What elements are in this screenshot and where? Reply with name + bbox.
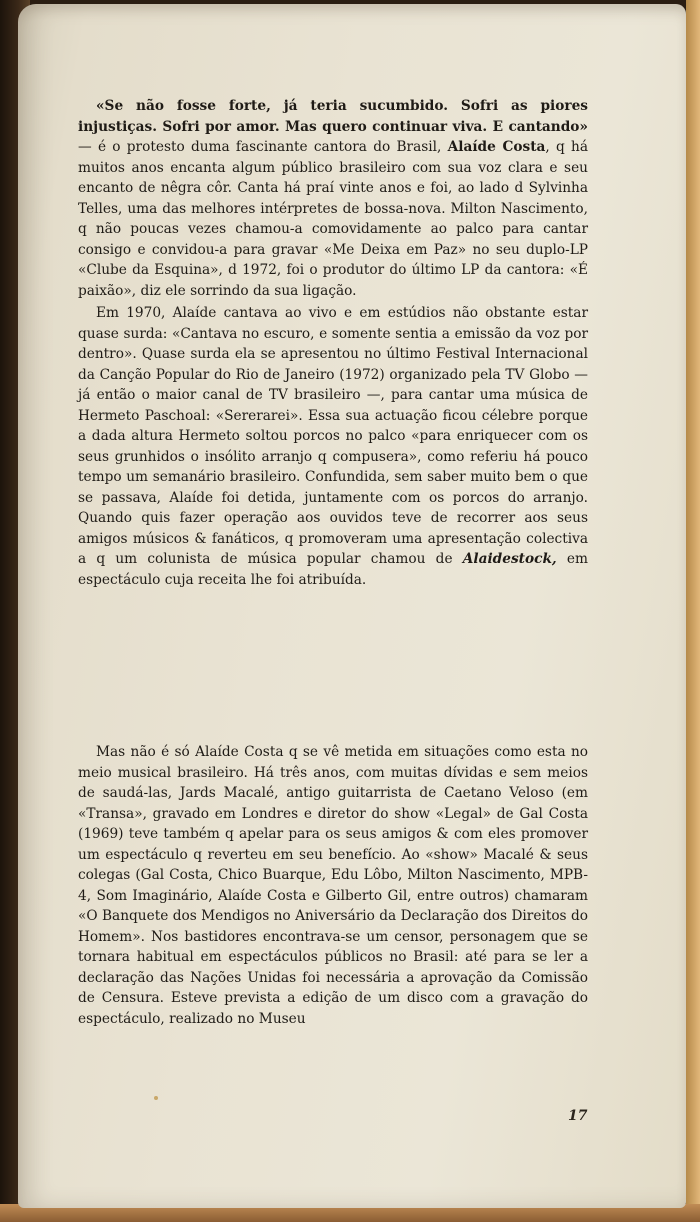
paragraph-2-end: em espectáculo cuja receita lhe foi atribuída. xyxy=(78,551,589,588)
paragraph-3: Mas não é só Alaíde Costa q se vê metida em situações como esta no meio musical brasileiro. Há três anos, com muitas dívidas e sem meios de saudá-las, Jards Macalé, antigo guitarrista de Caetano Veloso (em «Transa», gravado em Londres e diretor do show «Legal» de Gal Costa (1969) teve também q apelar para os seus amigos & com eles promover um espectáculo q reverteu em seu benefício. Ao «show» Macalé & seus colegas (Gal Costa, Chico Buarque, Edu Lôbo, Milton Nascimento, MPB-4, Som Imaginário, Alaíde Costa e Gilberto Gil, entre outros) chamaram «O Banquete dos Mendigos no Aniversário da Declaração dos Direitos do Homem». Nos bastidores encontrava-se um censor, personagem que se tornara habitual em espectáculos públicos no Brasil: até para se ler a declaração das Nações Unidas foi necessária a aprovação da Comissão de Censura. Esteve prevista a edição de um disco com a gravação do espectáculo, realizado no Museu xyxy=(78,744,588,1027)
book-page xyxy=(18,4,686,1208)
paragraph-2 xyxy=(78,303,588,590)
paragraph-1-text-cont: , q há muitos anos encanta algum público brasileiro com sua voz clara e seu encanto de nêgra côr. Canta há praí vinte anos e foi, ao lado d Sylvinha Telles, uma das melhores intérpretes de bossa-nova. Milton Nascimento, q não poucas vezes chamou-a comovidamente ao palco para cantar consigo e convidou-a para gravar «Me Deixa em Paz» no seu duplo-LP «Clube da Esquina», d 1972, foi o produtor do último LP da cantora: «É paixão», diz ele sorrindo da sua ligação. xyxy=(78,139,588,299)
text-block-bottom xyxy=(78,742,588,1029)
alaidestock-term: Alaidestock, xyxy=(462,551,557,567)
paragraph-2-text: Em 1970, Alaíde cantava ao vivo e em estúdios não obstante estar quase surda: «Cantava no escuro, e somente sentia a emissão da voz por dentro». Quase surda ela se apresentou no último Festival Internacional da Canção Popular do Rio de Janeiro (1972) organizado pela TV Globo — já então o maior canal de TV brasileiro —, para cantar uma música de Hermeto Paschoal: «Sererarei». Essa sua actuação ficou célebre porque a dada altura Hermeto soltou porcos no palco «para enriquecer com os seus grunhidos o insólito arranjo q compusera», como referiu há pouco tempo um semanário brasileiro. Confundida, sem saber muito bem o que se passava, Alaíde foi detida, juntamente com os porcos do arranjo. Quando quis fazer operação aos ouvidos teve de recorrer aos seus amigos músicos & fanáticos, q promoveram uma apresentação colectiva a q um colunista de música popular chamou de xyxy=(78,305,588,567)
paragraph-1-text: — é o protesto duma fascinante cantora do Brasil, xyxy=(78,139,448,155)
paragraph-1 xyxy=(78,96,588,301)
page-number: 17 xyxy=(568,1108,588,1124)
paper-speck xyxy=(154,1096,158,1100)
background-right-edge xyxy=(686,0,700,1222)
opening-quote: «Se não fosse forte, já teria sucumbido. Sofri as piores injustiças. Sofri por amor. Mas quero continuar viva. E cantando» xyxy=(78,98,588,135)
text-block-top xyxy=(78,96,588,590)
singer-name: Alaíde Costa xyxy=(447,139,546,155)
